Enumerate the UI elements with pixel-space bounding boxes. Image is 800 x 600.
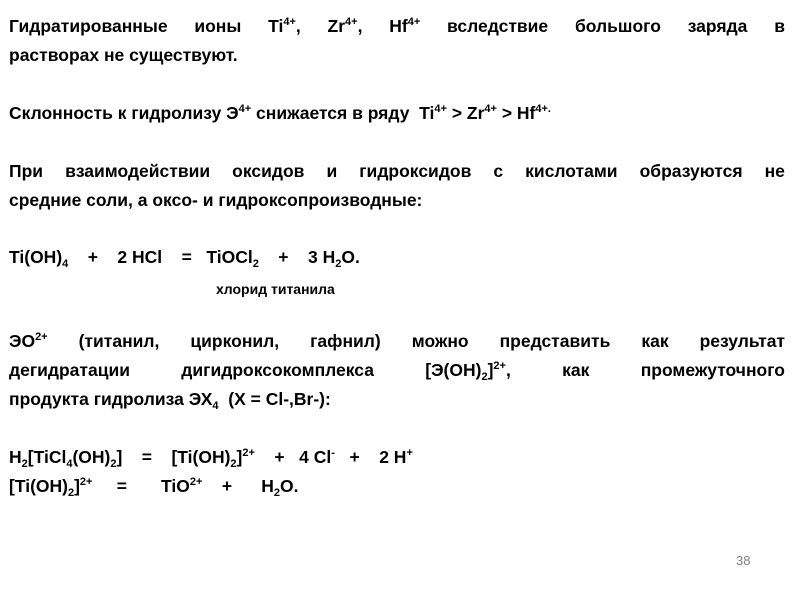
complex-formula: $[Э(OH)_2]^{2+}$, [425, 360, 511, 383]
paragraph-2: Склонность к гидролизу $Э^{4+}$ снижается в ряду $Ti^{4+} > Zr^{4+} > Hf^{4+.}$ [9, 103, 551, 123]
word: ионы [194, 16, 242, 36]
word: дигидроксокомплекса [181, 360, 374, 380]
word: результат [699, 331, 785, 351]
page-number: 38 [736, 553, 751, 568]
paragraph-3-line-2: средние соли, а оксо- и гидроксопроизводные: [9, 190, 423, 210]
paragraph-4-line-2 [9, 359, 785, 381]
equation-3: $[Ti(OH)_2]^{2+}$ = TiO$^{2+}$ + $H_2O$. [9, 476, 299, 499]
word: промежуточного [640, 360, 785, 380]
eo-ion: $ЭО^{2+}$ [9, 331, 48, 351]
equation-1: $Ti(OH)_4$ + 2 HCl = TiOCl$_2$ + 3 $H_2O$. [9, 247, 360, 270]
word: (титанил, [78, 331, 160, 351]
word: оксидов [232, 161, 305, 181]
word: большого [574, 16, 661, 36]
word: не [764, 161, 785, 181]
word: цирконил, [190, 331, 280, 351]
paragraph-1-line-2: растворах не существуют. [9, 45, 238, 65]
word: и [326, 161, 338, 181]
paragraph-4-line-3: продукта гидролиза $ЭХ_4$ (X = Cl-,Br-): [9, 389, 331, 412]
word: Гидратированные [9, 16, 168, 36]
word: дегидратации [9, 360, 130, 380]
ion-hf: $Hf^{4+}$ [389, 16, 421, 36]
word: При [9, 161, 44, 181]
word: в [774, 16, 785, 36]
equation-2: $H_2[TiCl_4(OH)_2]$ = $[Ti(OH)_2]^{2+}$ + 4 Cl- + 2 H+ [9, 447, 413, 470]
paragraph-4-line-1 [9, 330, 785, 352]
paragraph-3-line-1 [9, 160, 785, 182]
word: образуются [639, 161, 743, 181]
ion-zr: $Zr^{4+}$, [327, 16, 363, 36]
equation-1-caption: хлорид титанила [216, 281, 335, 297]
word: кислотами [525, 161, 618, 181]
word: с [493, 161, 504, 181]
word: взаимодействии [65, 161, 211, 181]
ion-ti: $Ti^{4+}$, [268, 16, 301, 36]
word: как [562, 360, 590, 380]
word: гафнил) [310, 331, 381, 351]
word: гидроксидов [359, 161, 472, 181]
word: представить [499, 331, 611, 351]
paragraph-1-line-1 [9, 15, 785, 37]
word: заряда [687, 16, 748, 36]
word: как [641, 331, 669, 351]
word: вследствие [447, 16, 549, 36]
word: можно [411, 331, 469, 351]
